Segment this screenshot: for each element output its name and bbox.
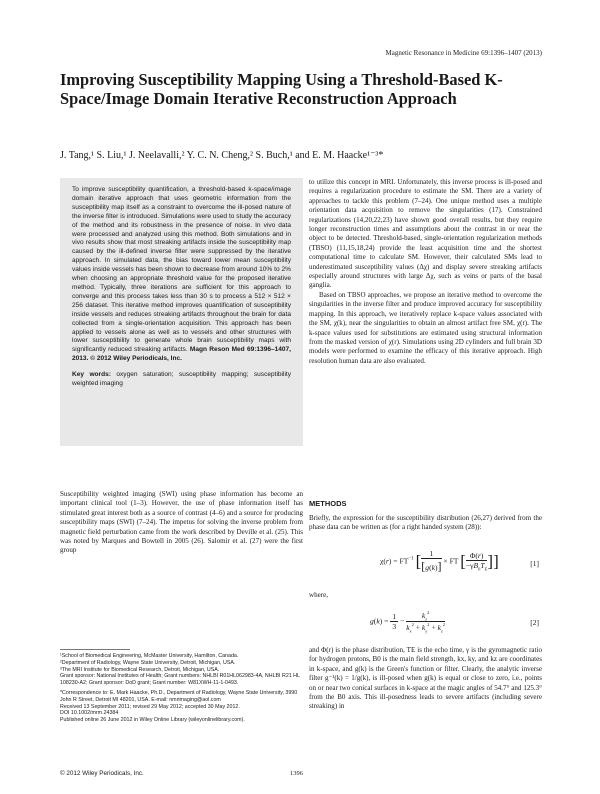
intro-paragraph: Susceptibility weighted imaging (SWI) using phase information has become an important clinical tool (1–3). However, the use of phase information itself has stimulated great interest both as a source of contrast (4–6) and a source for producing susceptibility maps (SWI) (7–24). The impetus for solving the inverse problem from magnetic field perturbation came from the work described by Deville et al. (25). This was noted by Marques and Bowtell in 2005 (26). Salomir et al. (27) were the first group: [60, 490, 303, 555]
equation-1-number: [1]: [530, 559, 539, 568]
page-copyright: © 2012 Wiley Periodicals, Inc.: [60, 770, 144, 777]
grant-info: Grant sponsor: National Institutes of Health; Grant numbers: NHLBI R01HL062983-4A, NHLBI R21 HL 108230-A2; Grant sponsor: DoD grant; Grant number: W81XWH-11-1-0493.: [60, 673, 300, 687]
equation-2: g(k) = $\frac{1}{3}$ − $\frac{k_z^2}{k_x^2 + k_y^2 + k_z^2}$ [2]: [370, 610, 539, 634]
affiliation-2: ²Department of Radiology, Wayne State University, Detroit, Michigan, USA.: [60, 659, 236, 666]
keywords-text: oxygen saturation; susceptibility mapping; susceptibility weighted imaging: [72, 371, 291, 388]
abstract-citation: Magn Reson Med 69:1396–1407, 2013.: [72, 346, 291, 363]
abstract-copyright: © 2012 Wiley Periodicals, Inc.: [90, 355, 182, 363]
footnote-rule: [60, 649, 130, 650]
methods-heading: METHODS: [309, 499, 347, 508]
intro-paragraph-continued: to utilize this concept in MRI. Unfortunately, this inverse process is ill-posed and requires a regularization procedure to estimate the SM. There are a variety of approaches to tackle this problem (7–24). One unique method uses a multiple orientation data acquisition to remove the singularities (17). Constrained regularizations (14,20,22,23) have shown good overall results, but they require longer reconstruction times and assumptions about the contrast in or near the object to be detected. Threshold-based, single-orientation regularization methods (TBSO) (11,15,18,24) provide the least acquisition time and the shortest computational time to calculate SM. However, their calculated SMs lead to underestimated susceptibility values (Δχ) and display severe streaking artifacts especially around structures with large Δχ, such as veins or parts of the basal ganglia.: [309, 178, 542, 290]
where-text: where,: [309, 591, 328, 599]
equation-2-number: [2]: [530, 618, 539, 627]
intro-paragraph-2: Based on TBSO approaches, we propose an iterative method to overcome the singularities in the inverse filter and produce improved accuracy for susceptibility mapping. In this approach, we iteratively replace k-space values associated with the SM, χ(k), near the singularities to obtain an almost artifact free SM, χ(r). The k-space values used for substitutions are estimated using structural information from the masked version of χ(r). Simulations using 2D cylinders and full brain 3D models were performed to examine the efficacy of this iterative approach. High resolution human data are also evaluated.: [309, 290, 542, 365]
keywords-label: Key words:: [72, 371, 111, 379]
doi: DOI 10.1002/mrm.24384: [60, 710, 119, 717]
methods-paragraph: and Φ(r) is the phase distribution, TE is the echo time, γ is the gyromagnetic ratio for hydrogen protons, B0 is the main field strength, kx, ky, and kz are coordinates in k-space, and g(k) is the Green's function or filter. Clearly, the analytic inverse filter g⁻¹(k) = 1/g(k), is ill-posed when g(k) is equal or close to zero, i.e., points on or near two conical surfaces in k-space at the magic angles of 54.7° and 125.3° from the B0 axis. This ill-posedness leads to severe artifacts (including severe streaking) in: [309, 646, 542, 711]
article-title: Improving Susceptibility Mapping Using a Threshold-Based K-Space/Image Domain Iterative Reconstruction Approach: [60, 70, 503, 108]
affiliation-1: ¹School of Biomedical Engineering, McMaster University, Hamilton, Canada.: [60, 653, 239, 659]
published-online: Published online 26 June 2012 in Wiley Online Library (wileyonlinelibrary.com).: [60, 717, 245, 724]
methods-intro: Briefly, the expression for the susceptibility distribution (26,27) derived from the phase data can be written as (for a right handed system (28)):: [309, 514, 542, 532]
intro-left-column: [60, 490, 303, 556]
author-list: J. Tang,¹ S. Liu,¹ J. Neelavalli,² Y. C. N. Cheng,² S. Buch,¹ and E. M. Haacke¹⁻³*: [60, 150, 384, 161]
received-dates: Received 13 September 2011; revised 29 May 2012; accepted 30 May 2012.: [60, 703, 240, 710]
intro-right-column: [309, 178, 542, 366]
footnotes: [60, 653, 303, 724]
page-number: 1396: [290, 770, 303, 777]
abstract-box: [60, 178, 303, 446]
abstract-text: To improve susceptibility quantification, a threshold-based k-space/image domain iterative approach that uses geometric information from the susceptibility map itself as a constraint to overcome the ill-posed nature of the inverse filter is introduced. Simulations were used to study the accuracy of the method and its robustness in the presence of noise. In vivo data were processed and analyzed using this method. Both simulations and in vivo results show that most streaking artifacts inside the susceptibility map caused by the ill-defined inverse filter were suppressed by the iterative approach. In simulated data, the bias toward lower mean susceptibility values inside vessels has been shown to decrease from around 10% to 2% when choosing an appropriate threshold value for the proposed iterative method. Typically, three iterations are sufficient for this approach to converge and this process takes less than 30 s to process a 512 × 512 × 256 dataset. This iterative method improves quantification of susceptibility inside vessels and reduces streaking artifacts throughout the brain for data collected from a single-orientation acquisition. This approach has been applied to vessels alone as well as to vessels and other structures with lower susceptibility to generate whole brain susceptibility maps with significantly reduced streaking artifacts. Magn Reson Med 69:1396–1407, 2013. © 2012 Wiley Periodicals, Inc.: [72, 186, 291, 363]
journal-header: Magnetic Resonance in Medicine 69:1396–1407 (2013): [385, 49, 542, 57]
affiliation-3: ³The MRI Institute for Biomedical Research, Detroit, Michigan, USA.: [60, 666, 220, 673]
keywords: [72, 371, 291, 389]
equation-1: $\chi(r) = FT^{-1}$ [ $\frac{1}{[g(k)]}$ × FT [ $\frac{\Phi(r)}{-\gamma B_0T_E}$ ]] [1]: [380, 549, 539, 573]
correspondence: *Correspondence to: E. Mark Haacke, Ph.D., Department of Radiology, Wayne State University, 3990 John R Street, Detroit MI 48201, USA. E-mail: nmrimaging@aol.com: [60, 689, 298, 703]
